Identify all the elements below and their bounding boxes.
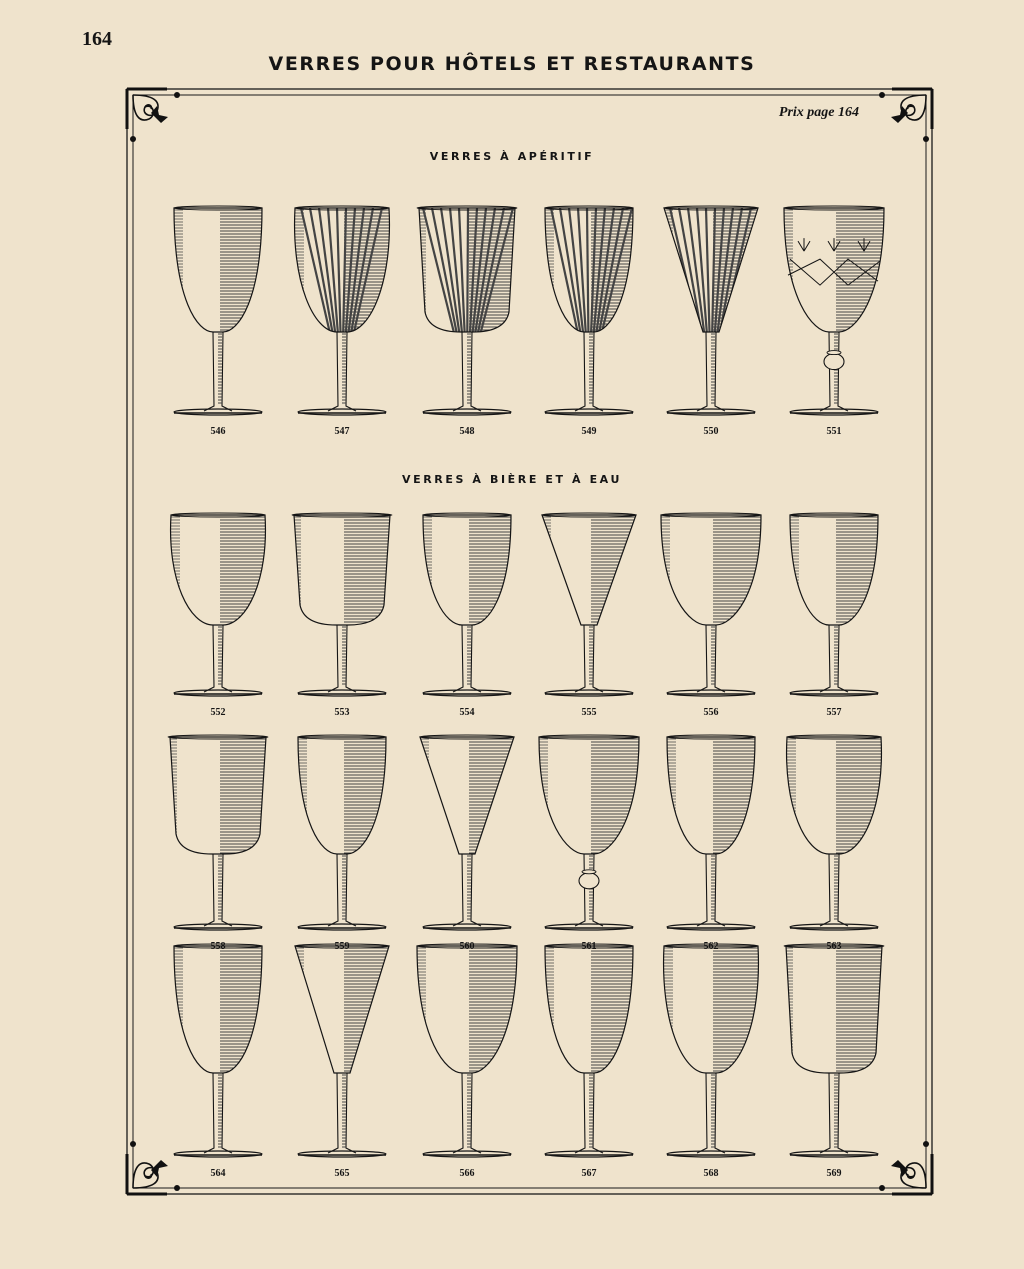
section-title-beer-water: VERRES À BIÈRE ET À EAU [402, 473, 622, 486]
glass-illustration [655, 727, 767, 939]
glass-item [286, 505, 398, 723]
glass-item [655, 505, 767, 723]
glass-number: 546 [210, 426, 226, 437]
glass-item [162, 198, 274, 442]
glass-item [286, 727, 398, 957]
glass-number: 558 [210, 941, 226, 952]
glass-item [286, 936, 398, 1184]
glass-number: 563 [826, 941, 842, 952]
glass-item [778, 505, 890, 723]
glass-illustration [778, 727, 890, 939]
glass-number: 550 [703, 426, 719, 437]
glass-number: 567 [581, 1168, 597, 1179]
glass-number: 554 [459, 707, 475, 718]
glass-number: 551 [826, 426, 842, 437]
glass-number: 565 [334, 1168, 350, 1179]
glass-illustration [655, 936, 767, 1166]
glass-illustration [778, 936, 890, 1166]
glass-illustration [162, 198, 274, 424]
price-reference: Prix page 164 [778, 105, 859, 120]
glass-illustration [286, 727, 398, 939]
glass-item [533, 198, 645, 442]
glass-number: 553 [334, 707, 350, 718]
glass-item [778, 727, 890, 957]
glass-item [411, 505, 523, 723]
glass-illustration [533, 727, 645, 939]
glass-item [533, 936, 645, 1184]
glass-illustration [533, 936, 645, 1166]
glass-item [411, 727, 523, 957]
glass-illustration [286, 198, 398, 424]
glass-number: 555 [581, 707, 597, 718]
glass-number: 568 [703, 1168, 719, 1179]
glass-number: 564 [210, 1168, 226, 1179]
glass-number: 569 [826, 1168, 842, 1179]
glass-number: 549 [581, 426, 597, 437]
corner-ornament-icon [127, 89, 180, 142]
glass-item [286, 198, 398, 442]
glass-illustration [162, 727, 274, 939]
glass-item [655, 936, 767, 1184]
glass-item [162, 505, 274, 723]
page-title: VERRES POUR HÔTELS ET RESTAURANTS [268, 53, 756, 75]
glass-illustration [655, 198, 767, 424]
glass-number: 561 [581, 941, 597, 952]
corner-ornament-icon [879, 89, 932, 142]
glass-illustration [411, 198, 523, 424]
glass-number: 548 [459, 426, 475, 437]
glass-item [533, 505, 645, 723]
glass-number: 566 [459, 1168, 475, 1179]
glass-number: 552 [210, 707, 226, 718]
glass-number: 559 [334, 941, 350, 952]
glass-illustration [778, 505, 890, 705]
glass-illustration [286, 936, 398, 1166]
glass-illustration [778, 198, 890, 424]
glass-item [162, 727, 274, 957]
glass-item [778, 198, 890, 442]
glass-illustration [411, 505, 523, 705]
glass-item [533, 727, 645, 957]
glass-illustration [533, 505, 645, 705]
glass-number: 560 [459, 941, 475, 952]
glass-item [778, 936, 890, 1184]
glass-illustration [411, 936, 523, 1166]
page-number: 164 [82, 28, 112, 50]
glass-item [411, 936, 523, 1184]
glass-illustration [286, 505, 398, 705]
glass-illustration [655, 505, 767, 705]
glass-number: 547 [334, 426, 350, 437]
glass-item [411, 198, 523, 442]
section-title-aperitif: VERRES À APÉRITIF [429, 150, 595, 163]
glass-number: 562 [703, 941, 719, 952]
glass-number: 556 [703, 707, 719, 718]
glass-illustration [533, 198, 645, 424]
glass-item [655, 727, 767, 957]
glass-item [162, 936, 274, 1184]
glass-illustration [411, 727, 523, 939]
glass-illustration [162, 505, 274, 705]
glass-number: 557 [826, 707, 842, 718]
glass-item [655, 198, 767, 442]
glass-illustration [162, 936, 274, 1166]
